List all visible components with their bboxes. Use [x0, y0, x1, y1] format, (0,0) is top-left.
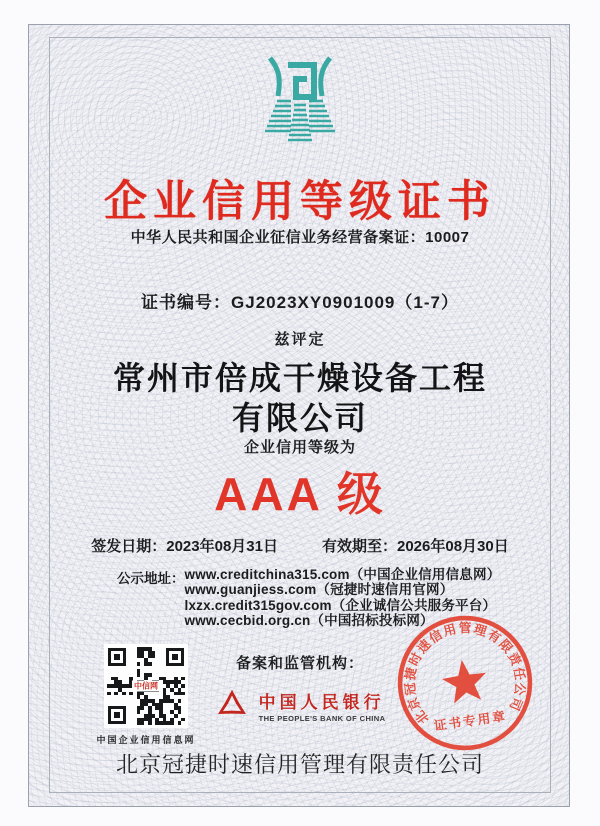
qr-caption: 中国企业信用信息网	[96, 735, 196, 745]
rating-label: 企业信用等级为	[243, 439, 356, 456]
publicity-url: www.creditchina315.com（中国企业信用信息网）	[184, 567, 501, 582]
publicity-url: www.cecbid.org.cn（中国招标投标网）	[184, 612, 434, 628]
regulator-label: 备案和监管机构：	[235, 655, 364, 672]
certificate-number: 证书编号：GJ2023XY0901009（1-7）	[141, 293, 459, 312]
credit-agency-logo-icon	[250, 56, 350, 144]
seal-ring-text: 北京冠捷时速信用管理有限责任公司	[402, 621, 528, 727]
issuer-name: 北京冠捷时速信用管理有限责任公司	[115, 752, 484, 777]
company-name-line2: 有限公司	[231, 399, 368, 437]
company-name	[0, 358, 600, 438]
publicity-label: 公示地址：	[117, 571, 185, 586]
filing-record-line: 中华人民共和国企业征信业务经营备案证：10007	[130, 229, 470, 246]
company-name-line1: 常州市倍成干燥设备工程	[112, 359, 487, 397]
rating-value: AAA 级	[214, 468, 386, 520]
date-row	[0, 535, 600, 556]
pboc-emblem-icon	[215, 686, 249, 724]
hereby-text: 兹评定	[274, 331, 326, 348]
certificate-title: 企业信用等级证书	[104, 178, 496, 226]
qr-center-label: 中信网	[134, 680, 158, 691]
pboc-name-en: THE PEOPLE'S BANK OF CHINA	[258, 713, 386, 723]
company-seal-icon	[394, 612, 536, 754]
seal-bottom-text: 证书专用章	[433, 709, 508, 734]
publicity-url: lxzx.credit315gov.com（企业诚信公共服务平台）	[184, 597, 497, 613]
issue-date: 签发日期：2023年08月31日	[91, 538, 278, 555]
pboc-name-cn: 中国人民银行	[258, 692, 385, 713]
publicity-url: www.guanjiess.com（冠捷时速信用官网）	[184, 582, 454, 598]
valid-until-date: 有效期至：2026年08月30日	[322, 538, 509, 555]
